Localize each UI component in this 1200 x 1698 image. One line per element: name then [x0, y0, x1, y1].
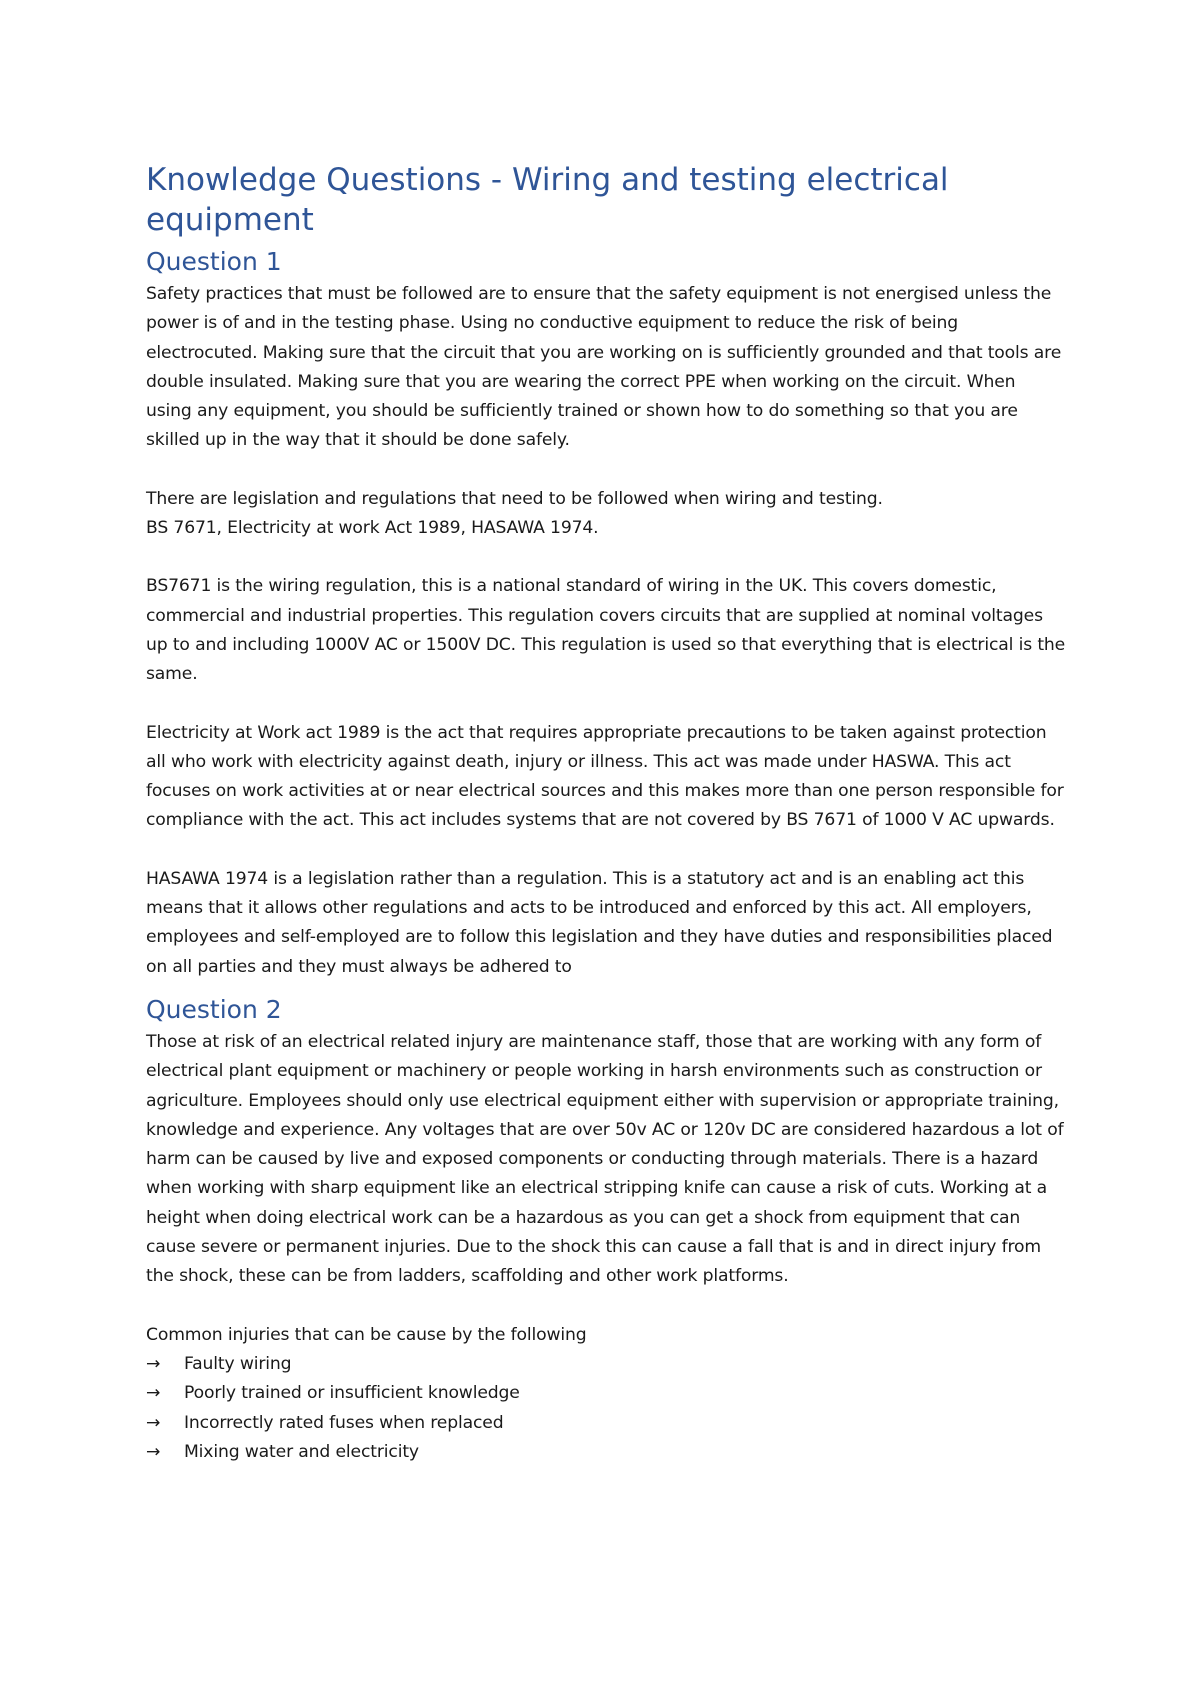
- paragraph: BS7671 is the wiring regulation, this is a national standard of wiring in the UK. This covers domestic, commercial and industrial properties. This regulation covers circuits that are supplied at nominal voltages up to and including 1000V AC or 1500V DC. This regulation is used so that everything that is electrical is the same.: [146, 576, 1066, 685]
- arrow-icon: →: [146, 1441, 161, 1462]
- list-item: [146, 1379, 1066, 1408]
- bullet-list: [146, 1350, 1066, 1467]
- arrow-icon: →: [146, 1383, 161, 1404]
- section-heading: Question 2: [146, 994, 282, 1024]
- list-item: [146, 1438, 1066, 1467]
- list-item-text: Mixing water and electricity: [184, 1441, 419, 1462]
- paragraph: HASAWA 1974 is a legislation rather than a regulation. This is a statutory act and is an enabling act this means that it allows other regulations and acts to be introduced and enforced by this act. All employers, employees and self-employed are to follow this legislation and they have duties and responsibilities placed on all parties and they must always be adhered to: [146, 868, 1053, 977]
- document-body: [146, 160, 1066, 1467]
- list-item-text: Incorrectly rated fuses when replaced: [184, 1412, 504, 1433]
- list-item: [146, 1350, 1066, 1379]
- document-title: Knowledge Questions - Wiring and testing electrical equipment: [146, 162, 949, 238]
- section-question-2: [146, 994, 1066, 1467]
- paragraph: Common injuries that can be cause by the following: [146, 1324, 587, 1345]
- paragraph: BS 7671, Electricity at work Act 1989, HASAWA 1974.: [146, 518, 599, 539]
- paragraph: Those at risk of an electrical related injury are maintenance staff, those that are working with any form of electrical plant equipment or machinery or people working in harsh environments such as construction or agriculture. Employees should only use electrical equipment either with supervision or appropriate training, knowledge and experience. Any voltages that are over 50v AC or 120v DC are considered hazardous a lot of harm can be caused by live and exposed components or conducting through materials. There is a hazard when working with sharp equipment like an electrical stripping knife can cause a risk of cuts. Working at a height when doing electrical work can be a hazardous as you can get a shock from equipment that can cause severe or permanent injuries. Due to the shock this can cause a fall that is and in direct injury from the shock, these can be from ladders, scaffolding and other work platforms.: [146, 1031, 1064, 1287]
- paragraph: Electricity at Work act 1989 is the act that requires appropriate precautions to be taken against protection all who work with electricity against death, injury or illness. This act was made under HASWA. This act focuses on work activities at or near electrical sources and this makes more than one person responsible for compliance with the act. This act includes systems that are not covered by BS 7671 of 1000 V AC upwards.: [146, 722, 1064, 831]
- section-question-1: [146, 246, 1066, 982]
- list-item: [146, 1409, 1066, 1438]
- arrow-icon: →: [146, 1412, 161, 1433]
- paragraph: Safety practices that must be followed are to ensure that the safety equipment is not energised unless the power is of and in the testing phase. Using no conductive equipment to reduce the risk of being electrocuted. Making sure that the circuit that you are working on is sufficiently grounded and that tools are double insulated. Making sure that you are wearing the correct PPE when working on the circuit. When using any equipment, you should be sufficiently trained or shown how to do something so that you are skilled up in the way that it should be done safely.: [146, 284, 1062, 451]
- arrow-icon: →: [146, 1353, 161, 1374]
- paragraph: There are legislation and regulations that need to be followed when wiring and testing.: [146, 488, 883, 509]
- section-heading: Question 1: [146, 247, 282, 276]
- list-item-text: Faulty wiring: [184, 1353, 292, 1374]
- list-item-text: Poorly trained or insufficient knowledge: [184, 1383, 520, 1404]
